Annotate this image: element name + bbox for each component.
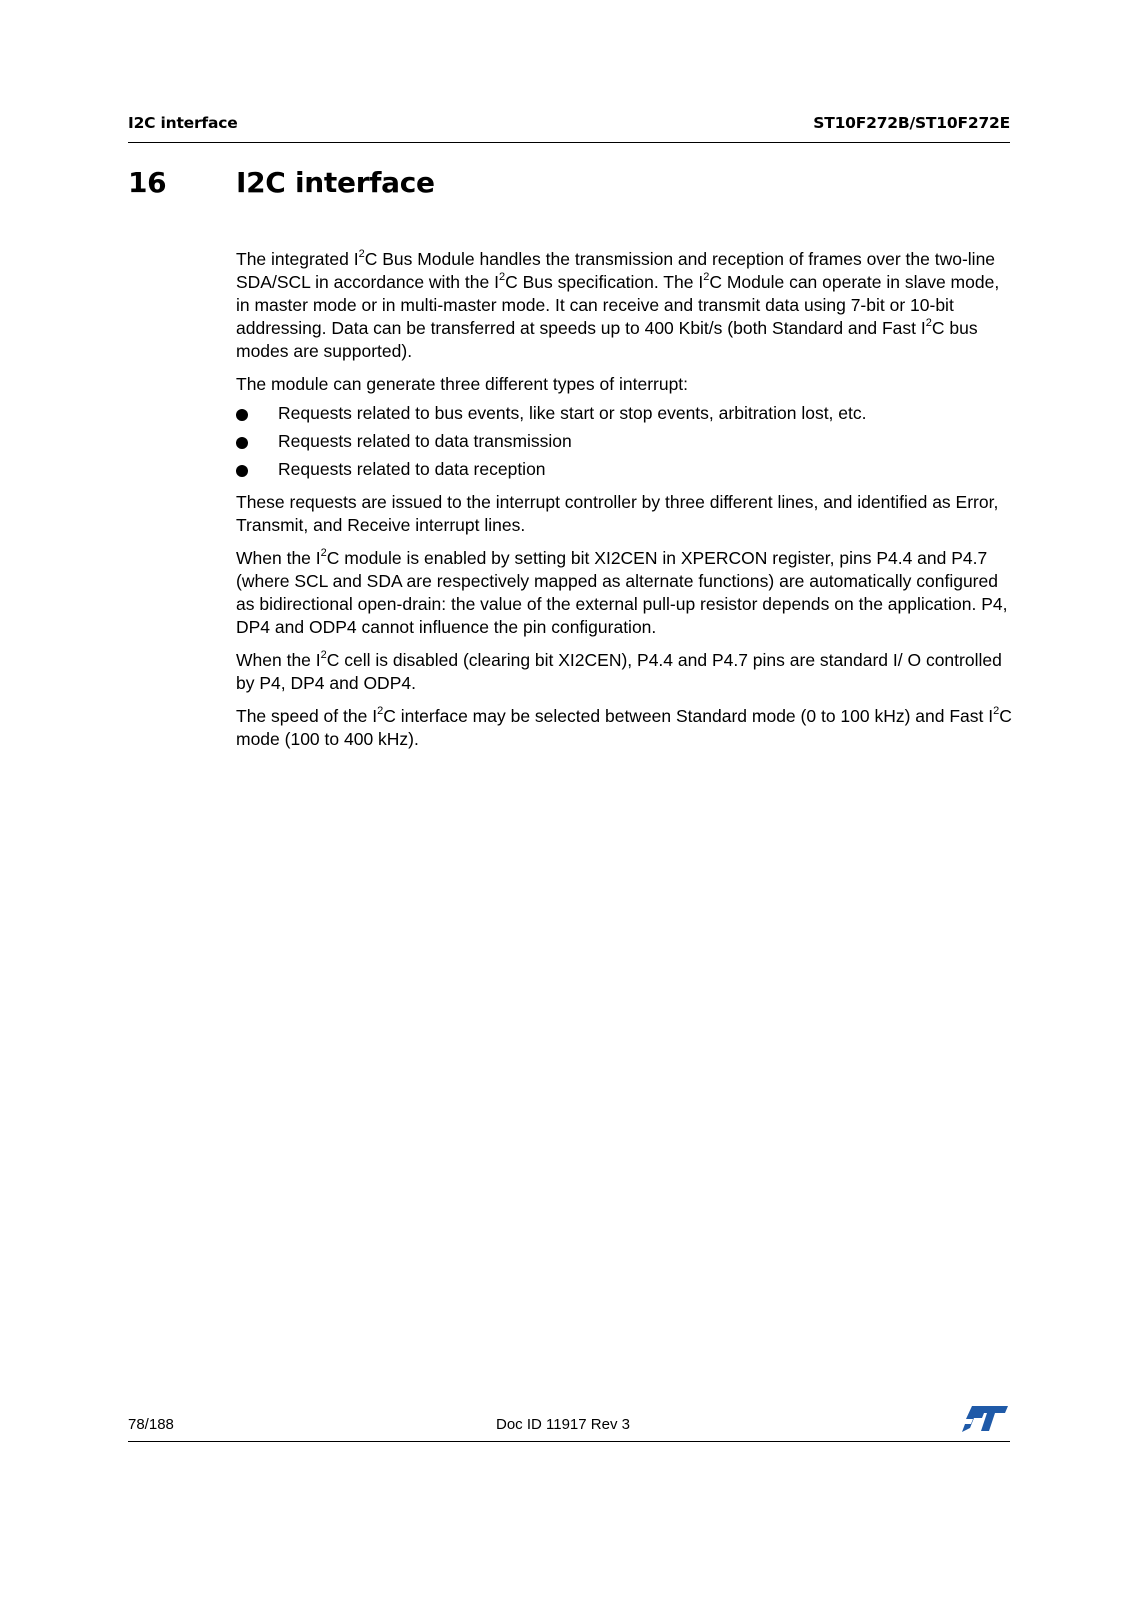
text-run: C bus modes are supported).	[236, 318, 978, 361]
superscript: 2	[498, 271, 506, 284]
page-number: 78/188	[128, 1416, 174, 1433]
section-title: I2C interface	[236, 166, 435, 199]
bullet-icon	[236, 409, 248, 421]
paragraph-interrupt-types: The module can generate three different types of interrupt:	[236, 374, 689, 394]
list-item-text: Requests related to data reception	[278, 459, 546, 479]
text-run: C mode (100 to 400 kHz).	[236, 706, 1012, 749]
text-run: C module is enabled by setting bit XI2CEN in XPERCON register, pins P4.4 and P4.7 (where SCL and SDA are respectively mapped as alternate functions) are automatically configured as bidirectional open-drain: the value of the external pull-up resistor depends on the application. P4, DP4 and ODP4 cannot influence the pin configuration.	[236, 548, 1008, 637]
text-run: When the I	[236, 548, 321, 568]
text-run: When the I	[236, 650, 321, 670]
text-run: C interface may be selected between Standard mode (0 to 100 kHz) and Fast I	[383, 706, 994, 726]
list-item	[236, 458, 1016, 481]
superscript: 2	[320, 649, 327, 662]
list-item-text: Requests related to bus events, like start or stop events, arbitration lost, etc.	[278, 403, 867, 423]
text-run: The speed of the I	[236, 706, 378, 726]
superscript: 2	[377, 705, 384, 718]
paragraph-intro	[236, 248, 1016, 363]
section-body	[236, 248, 1016, 761]
st-logo-icon	[962, 1404, 1010, 1434]
bullet-icon	[236, 465, 248, 477]
section-heading	[128, 166, 435, 199]
list-item-text: Requests related to data transmission	[278, 431, 572, 451]
header-section-label: I2C interface	[128, 114, 238, 132]
interrupt-list	[236, 402, 1016, 481]
text-run: C Bus Module handles the transmission and reception of frames over the two-line SDA/SCL in accordance with the I	[236, 249, 996, 292]
superscript: 2	[703, 271, 710, 284]
section-number: 16	[128, 166, 167, 199]
text-run: C Bus specification. The I	[505, 272, 704, 292]
superscript: 2	[358, 248, 365, 261]
list-item	[236, 430, 1016, 453]
text-run: C Module can operate in slave mode, in master mode or in multi-master mode. It can receive and transmit data using 7-bit or 10-bit addressing. Data can be transferred at speeds up to 400 Kbit/s (both Standard and Fast I	[236, 272, 1000, 338]
superscript: 2	[320, 547, 327, 560]
list-item	[236, 402, 1016, 425]
text-run: C cell is disabled (clearing bit XI2CEN), P4.4 and P4.7 pins are standard I/ O controlled by P4, DP4 and ODP4.	[236, 650, 1002, 693]
header-doc-title: ST10F272B/ST10F272E	[813, 114, 1010, 132]
paragraph-enable	[236, 547, 1016, 639]
doc-id: Doc ID 11917 Rev 3	[496, 1416, 630, 1433]
superscript: 2	[925, 317, 932, 330]
page-footer	[128, 1404, 1010, 1442]
page-header	[128, 112, 1010, 143]
paragraph-disable	[236, 649, 1016, 695]
paragraph-interrupt-lines: These requests are issued to the interrupt controller by three different lines, and identified as Error, Transmit, and Receive interrupt lines.	[236, 492, 999, 535]
paragraph-speed	[236, 705, 1016, 751]
superscript: 2	[993, 705, 1000, 718]
bullet-icon	[236, 437, 248, 449]
text-run: The integrated I	[236, 249, 359, 269]
